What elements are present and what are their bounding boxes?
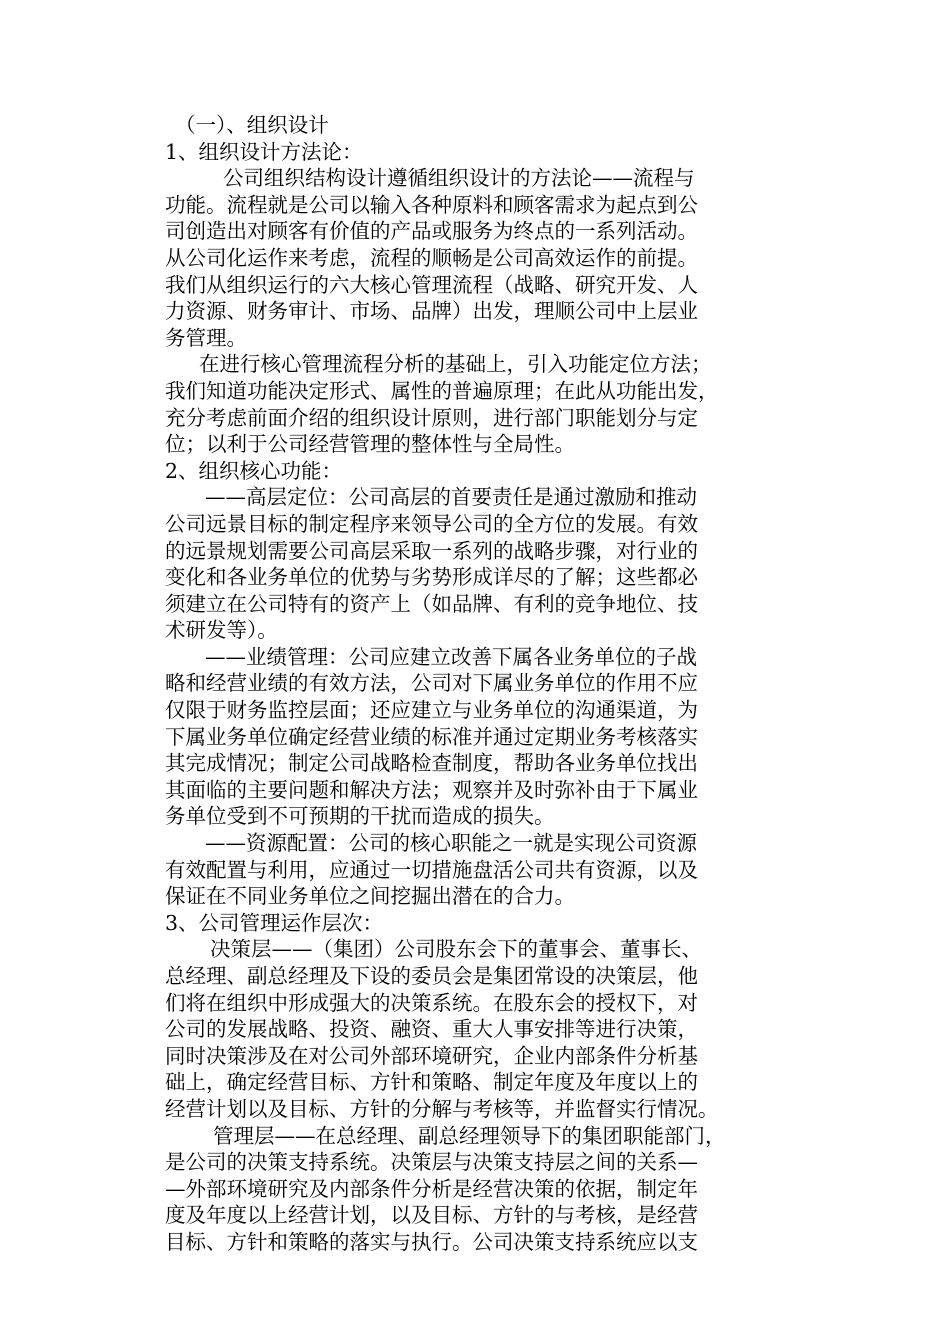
paragraph-line: 略和经营业绩的有效方法，公司对下属业务单位的作用不应 [165, 671, 698, 696]
paragraph-line: 功能。流程就是公司以输入各种原料和顾客需求为起点到公 [165, 192, 698, 217]
paragraph-line: 决策层——（集团）公司股东会下的董事会、董事长、 [210, 937, 702, 962]
paragraph-line: 保证在不同业务单位之间挖掘出潜在的合力。 [165, 884, 575, 909]
paragraph-line: 管理层——在总经理、副总经理领导下的集团职能部门， [213, 1123, 726, 1148]
subsection-heading: 1、组织设计方法论： [165, 139, 363, 164]
paragraph-line: 变化和各业务单位的优势与劣势形成详尽的了解；这些都必 [165, 565, 698, 590]
document-body [165, 112, 785, 1256]
paragraph-line: 仅限于财务监控层面；还应建立与业务单位的沟通渠道，为 [165, 698, 698, 723]
paragraph-line: 其面临的主要问题和解决方法；观察并及时弥补由于下属业 [165, 777, 698, 802]
paragraph-line: 其完成情况；制定公司战略检查制度，帮助各业务单位找出 [165, 751, 698, 776]
paragraph-line: 下属业务单位确定经营业绩的标准并通过定期业务考核落实 [165, 724, 698, 749]
paragraph-line: 们将在组织中形成强大的决策系统。在股东会的授权下，对 [165, 990, 698, 1015]
paragraph-line: ——资源配置：公司的核心职能之一就是实现公司资源 [205, 831, 697, 856]
section-heading: （一）、组织设计 [175, 113, 329, 137]
paragraph-line: 公司组织结构设计遵循组织设计的方法论——流程与 [223, 166, 695, 191]
paragraph-line: 总经理、副总经理及下设的委员会是集团常设的决策层，他 [165, 964, 698, 988]
paragraph-line: 目标、方针和策略的落实与执行。公司决策支持系统应以支 [165, 1229, 698, 1254]
paragraph-line: 是公司的决策支持系统。决策层与决策支持层之间的关系— [165, 1150, 698, 1175]
paragraph-line: 公司远景目标的制定程序来领导公司的全方位的发展。有效 [165, 511, 698, 536]
paragraph-line: 公司的发展战略、投资、融资、重大人事安排等进行决策， [165, 1017, 698, 1042]
subsection-heading: 2、组织核心功能： [165, 458, 343, 483]
paragraph-line: 务管理。 [165, 325, 247, 350]
paragraph-line: 位；以利于公司经营管理的整体性与全局性。 [165, 432, 575, 457]
paragraph-line: 司创造出对顾客有价值的产品或服务为终点的一系列活动。 [165, 219, 698, 244]
paragraph-line: 经营计划以及目标、方针的分解与考核等，并监督实行情况。 [165, 1096, 719, 1121]
paragraph-line: —外部环境研究及内部条件分析是经营决策的依据，制定年 [165, 1176, 698, 1201]
paragraph-line: 术研发等）。 [165, 618, 278, 643]
paragraph-line: ——高层定位：公司高层的首要责任是通过激励和推动 [205, 485, 697, 510]
paragraph-line: 须建立在公司特有的资产上（如品牌、有利的竞争地位、技 [165, 591, 698, 616]
paragraph-line: 务单位受到不可预期的干扰而造成的损失。 [165, 804, 555, 829]
paragraph-line: 我们从组织运行的六大核心管理流程（战略、研究开发、人 [165, 272, 698, 297]
paragraph-line: 同时决策涉及在对公司外部环境研究，企业内部条件分析基 [165, 1043, 698, 1068]
paragraph-line: ——业绩管理：公司应建立改善下属各业务单位的子战 [205, 644, 697, 669]
paragraph-line: 度及年度以上经营计划，以及目标、方针的与考核，是经营 [165, 1203, 698, 1228]
paragraph-line: 从公司化运作来考虑，流程的顺畅是公司高效运作的前提。 [165, 245, 698, 270]
paragraph-line: 我们知道功能决定形式、属性的普遍原理；在此从功能出发， [165, 378, 719, 403]
paragraph-line: 有效配置与利用，应通过一切措施盘活公司共有资源，以及 [165, 857, 698, 882]
paragraph-line: 力资源、财务审计、市场、品牌）出发，理顺公司中上层业 [165, 299, 698, 324]
subsection-heading: 3、公司管理运作层次： [165, 910, 384, 935]
paragraph-line: 充分考虑前面介绍的组织设计原则，进行部门职能划分与定 [165, 405, 698, 430]
paragraph-line: 在进行核心管理流程分析的基础上，引入功能定位方法； [199, 352, 712, 377]
paragraph-line: 的远景规划需要公司高层采取一系列的战略步骤，对行业的 [165, 538, 698, 563]
paragraph-line: 础上，确定经营目标、方针和策略、制定年度及年度以上的 [165, 1070, 698, 1095]
